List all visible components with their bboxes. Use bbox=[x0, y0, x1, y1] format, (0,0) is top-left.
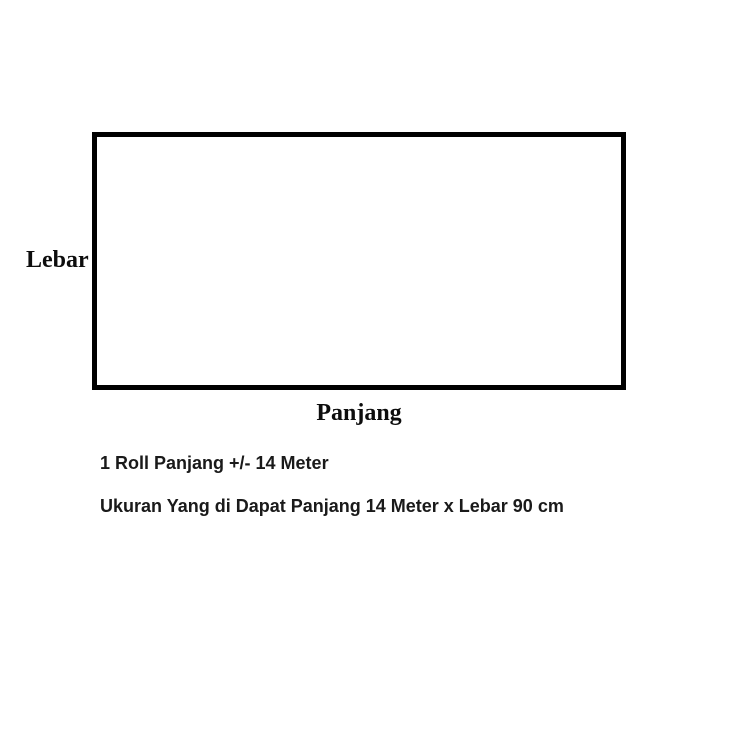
note-size-detail: Ukuran Yang di Dapat Panjang 14 Meter x Lebar 90 cm bbox=[100, 496, 564, 516]
length-label: Panjang bbox=[316, 400, 402, 426]
roll-rectangle-outline bbox=[92, 132, 626, 390]
note-roll-length: 1 Roll Panjang +/- 14 Meter bbox=[100, 453, 329, 473]
width-label: Lebar bbox=[26, 247, 89, 273]
